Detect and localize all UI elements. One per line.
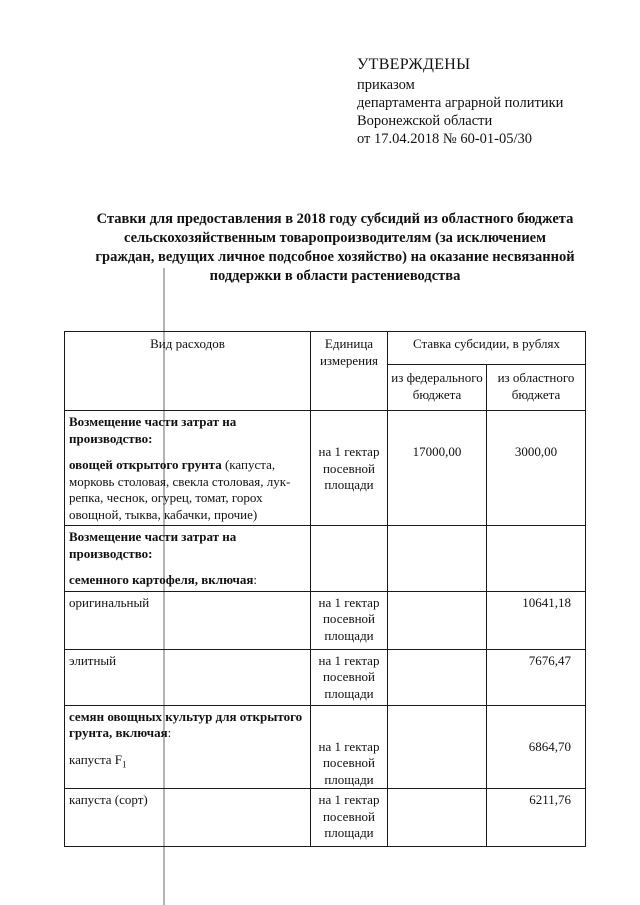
cell-unit — [311, 705, 388, 789]
regional-value: 3000,00 — [514, 444, 558, 459]
row-group — [69, 709, 306, 742]
row-item-rest: : — [253, 572, 258, 587]
table-row — [65, 526, 586, 592]
row-item-subscript: 1 — [122, 759, 127, 770]
table-row — [65, 705, 586, 789]
spacer — [388, 424, 486, 434]
spacer — [311, 424, 387, 434]
table-header-row — [65, 332, 586, 365]
title-line: поддержки в области растениеводства — [209, 268, 461, 284]
spacer — [487, 434, 585, 444]
row-item-name: капуста F — [69, 751, 123, 767]
cell-regional: 7676,47 — [487, 649, 586, 705]
spacer — [487, 729, 571, 739]
cell-unit — [311, 411, 388, 526]
row-item — [69, 457, 306, 523]
approval-stamp — [357, 56, 627, 148]
row-group-label: Возмещение части затрат на производство: — [69, 414, 237, 446]
row-group-rest: : — [167, 725, 172, 740]
cell-kind — [65, 526, 311, 592]
spacer — [487, 414, 585, 424]
spacer — [311, 709, 387, 719]
cell-unit — [311, 526, 388, 592]
row-group-label: Возмещение части затрат на производство: — [69, 529, 237, 561]
cell-kind: капуста (сорт) — [65, 789, 311, 847]
approval-heading: УТВЕРЖДЕНЫ — [357, 56, 471, 73]
cell-kind — [65, 705, 311, 789]
approval-line: департамента аграрной политики — [357, 95, 564, 111]
cell-federal — [388, 649, 487, 705]
unit-value: на 1 гектар посевной площади — [318, 738, 380, 787]
table-row — [65, 591, 586, 649]
document-title — [70, 210, 600, 286]
title-line: Ставки для предоставления в 2018 году субсидий из областного бюджета — [96, 211, 574, 227]
cell-unit: на 1 гектар посевной площади — [311, 789, 388, 847]
regional-value: 6864,70 — [528, 738, 571, 754]
cell-regional — [487, 705, 586, 789]
cell-federal — [388, 705, 487, 789]
header-regional: из областного бюджета — [487, 365, 586, 411]
table-row — [65, 789, 586, 847]
spacer — [69, 742, 306, 752]
header-unit: Единица измерения — [311, 332, 388, 411]
spacer — [69, 447, 306, 457]
row-item-bold: семенного картофеля, включая — [69, 572, 254, 587]
row-group-bold: семян овощных культур для открытого грунта, включая — [69, 708, 303, 740]
cell-regional — [487, 411, 586, 526]
cell-regional: 6211,76 — [487, 789, 586, 847]
spacer — [388, 414, 486, 424]
approval-line: Воронежской области — [357, 113, 493, 129]
row-item-rest: (капуста, морковь столовая, свекла столовая, лук-репка, чеснок, огурец, томат, горох овощной, тыква, кабачки, прочие) — [69, 457, 291, 522]
federal-value: 17000,00 — [412, 444, 462, 459]
spacer — [388, 434, 486, 444]
subsidy-rates-table — [64, 331, 586, 847]
table-row — [65, 411, 586, 526]
spacer — [487, 719, 571, 729]
spacer — [311, 434, 387, 444]
cell-kind — [65, 411, 311, 526]
title-line: сельскохозяйственным товаропроизводителям (за исключением — [123, 230, 546, 246]
table-row — [65, 649, 586, 705]
cell-regional — [487, 526, 586, 592]
cell-federal — [388, 789, 487, 847]
cell-federal — [388, 526, 487, 592]
row-item — [69, 572, 306, 589]
header-federal: из федерального бюджета — [388, 365, 487, 411]
row-item-bold: овощей открытого грунта — [69, 457, 222, 472]
approval-line: приказом — [357, 77, 415, 93]
spacer — [487, 709, 571, 719]
spacer — [487, 424, 585, 434]
approval-date-number: от 17.04.2018 № 60-01-05/30 — [357, 131, 533, 147]
cell-unit: на 1 гектар посевной площади — [311, 591, 388, 649]
unit-value: на 1 гектар посевной площади — [318, 444, 380, 492]
spacer — [311, 414, 387, 424]
cell-kind: элитный — [65, 649, 311, 705]
cell-regional: 10641,18 — [487, 591, 586, 649]
row-item — [69, 752, 306, 773]
spacer — [311, 729, 387, 739]
cell-federal — [388, 411, 487, 526]
header-kind: Вид расходов — [65, 332, 311, 411]
cell-federal — [388, 591, 487, 649]
cell-unit: на 1 гектар посевной площади — [311, 649, 388, 705]
spacer — [69, 562, 306, 572]
header-rate: Ставка субсидии, в рублях — [388, 332, 586, 365]
spacer — [311, 719, 387, 729]
cell-kind: оригинальный — [65, 591, 311, 649]
title-line: граждан, ведущих личное подсобное хозяйство) на оказание несвязанной — [95, 249, 575, 265]
